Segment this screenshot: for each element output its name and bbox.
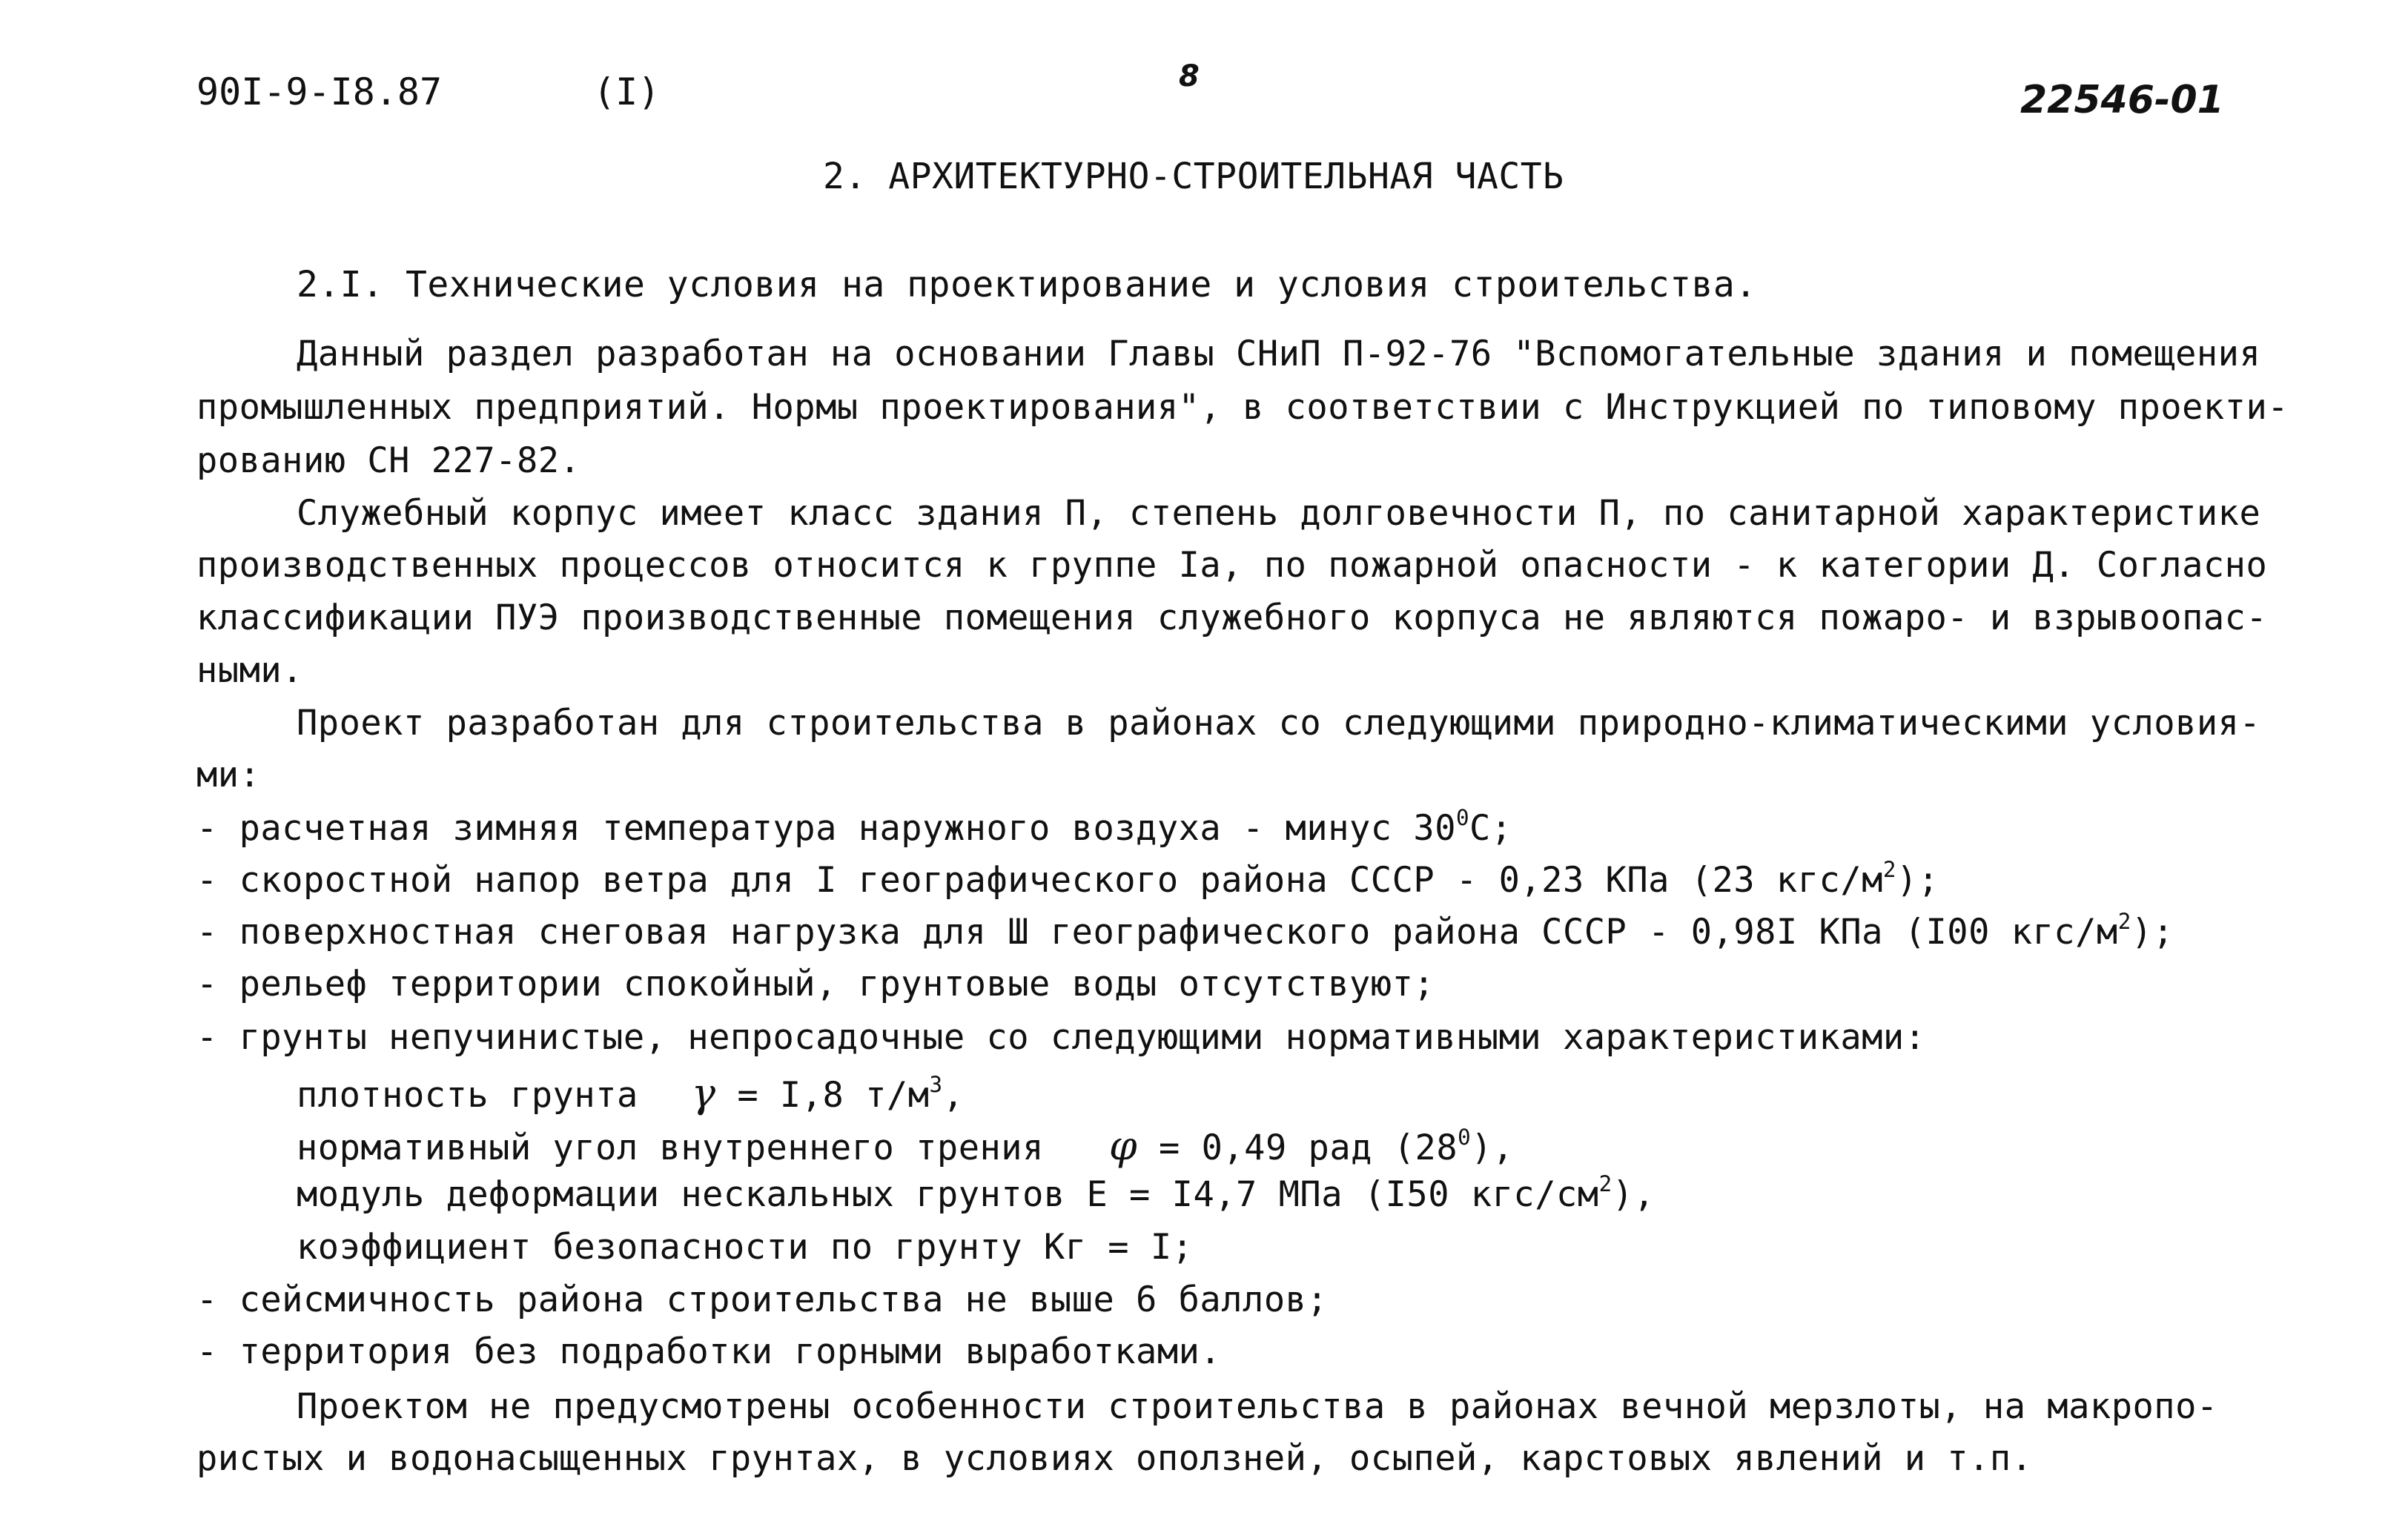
paragraph2-line4: ными.: [196, 650, 303, 691]
page-number: 8: [1179, 59, 1200, 93]
paragraph1-line2: промышленных предприятий. Нормы проектирования", в соответствии с Инструкцией по типовому проекти-: [196, 387, 2289, 428]
paragraph2-line3: классификации ПУЭ производственные помещения служебного корпуса не являются пожаро- и взрывоопас-: [196, 597, 2268, 638]
condition-relief: - рельеф территории спокойный, грунтовые воды отсутствуют;: [196, 964, 1435, 1004]
condition-temperature: - расчетная зимняя температура наружного воздуха - минус $30^0С$;: [196, 805, 1512, 849]
paragraph1-line1: Данный раздел разработан на основании Главы СНиП П-92-76 "Вспомогательные здания и помещения: [297, 334, 2261, 374]
condition-seismic: - сейсмичность района строительства не выше 6 баллов;: [196, 1279, 1329, 1320]
inventory-number: 22546-01: [2020, 78, 2224, 122]
condition-soils: - грунты непучинистые, непросадочные со следующими нормативными характеристиками:: [196, 1017, 1926, 1058]
soil-friction-angle: нормативный угол внутреннего трения φ = 0,49 рад $(28^0)$,: [297, 1122, 1514, 1169]
paragraph3-line1: Проект разработан для строительства в районах со следующими природно-климатическими условия-: [297, 703, 2261, 744]
sheet-mark: (I): [593, 70, 661, 113]
paragraph4-line2: ристых и водонасыщенных грунтах, в условиях оползней, осыпей, карстовых явлений и т.п.: [196, 1438, 2033, 1479]
paragraph1-line3: рованию СН 227-82.: [196, 440, 581, 481]
soil-deformation-modulus: модуль деформации нескальных грунтов Е = I4,7 МПа (I50 кгс/$см^2$),: [297, 1171, 1656, 1215]
gamma-symbol: γ: [691, 1070, 716, 1116]
soil-safety-factor: коэффициент безопасности по грунту Кг = I;: [297, 1227, 1194, 1268]
condition-mining: - территория без подработки горными выработками.: [196, 1331, 1222, 1372]
paragraph2-line1: Служебный корпус имеет класс здания П, степень долговечности П, по санитарной характеристике: [297, 493, 2261, 534]
paragraph2-line2: производственных процессов относится к группе Iа, по пожарной опасности - к категории Д. Согласно: [196, 545, 2268, 586]
document-code: 90I-9-I8.87: [196, 70, 443, 113]
soil-density: плотность грунта γ = I,8 $т/м^3$,: [297, 1070, 965, 1116]
condition-snow-load: - поверхностная снеговая нагрузка для Ш географического района СССР - 0,98I КПа (I00 кгс/$м^2$);: [196, 909, 2174, 953]
subsection-title: 2.I. Технические условия на проектирование и условия строительства.: [297, 264, 1757, 305]
paragraph3-line2: ми:: [196, 755, 261, 795]
phi-symbol: φ: [1108, 1122, 1138, 1169]
section-title: 2. АРХИТЕКТУРНО-СТРОИТЕЛЬНАЯ ЧАСТЬ: [823, 156, 1564, 197]
condition-wind-load: - скоростной напор ветра для I географического района СССР - 0,23 КПа (23 кгс/$м^2$);: [196, 857, 1939, 901]
paragraph4-line1: Проектом не предусмотрены особенности строительства в районах вечной мерзлоты, на макропо-: [297, 1386, 2218, 1427]
